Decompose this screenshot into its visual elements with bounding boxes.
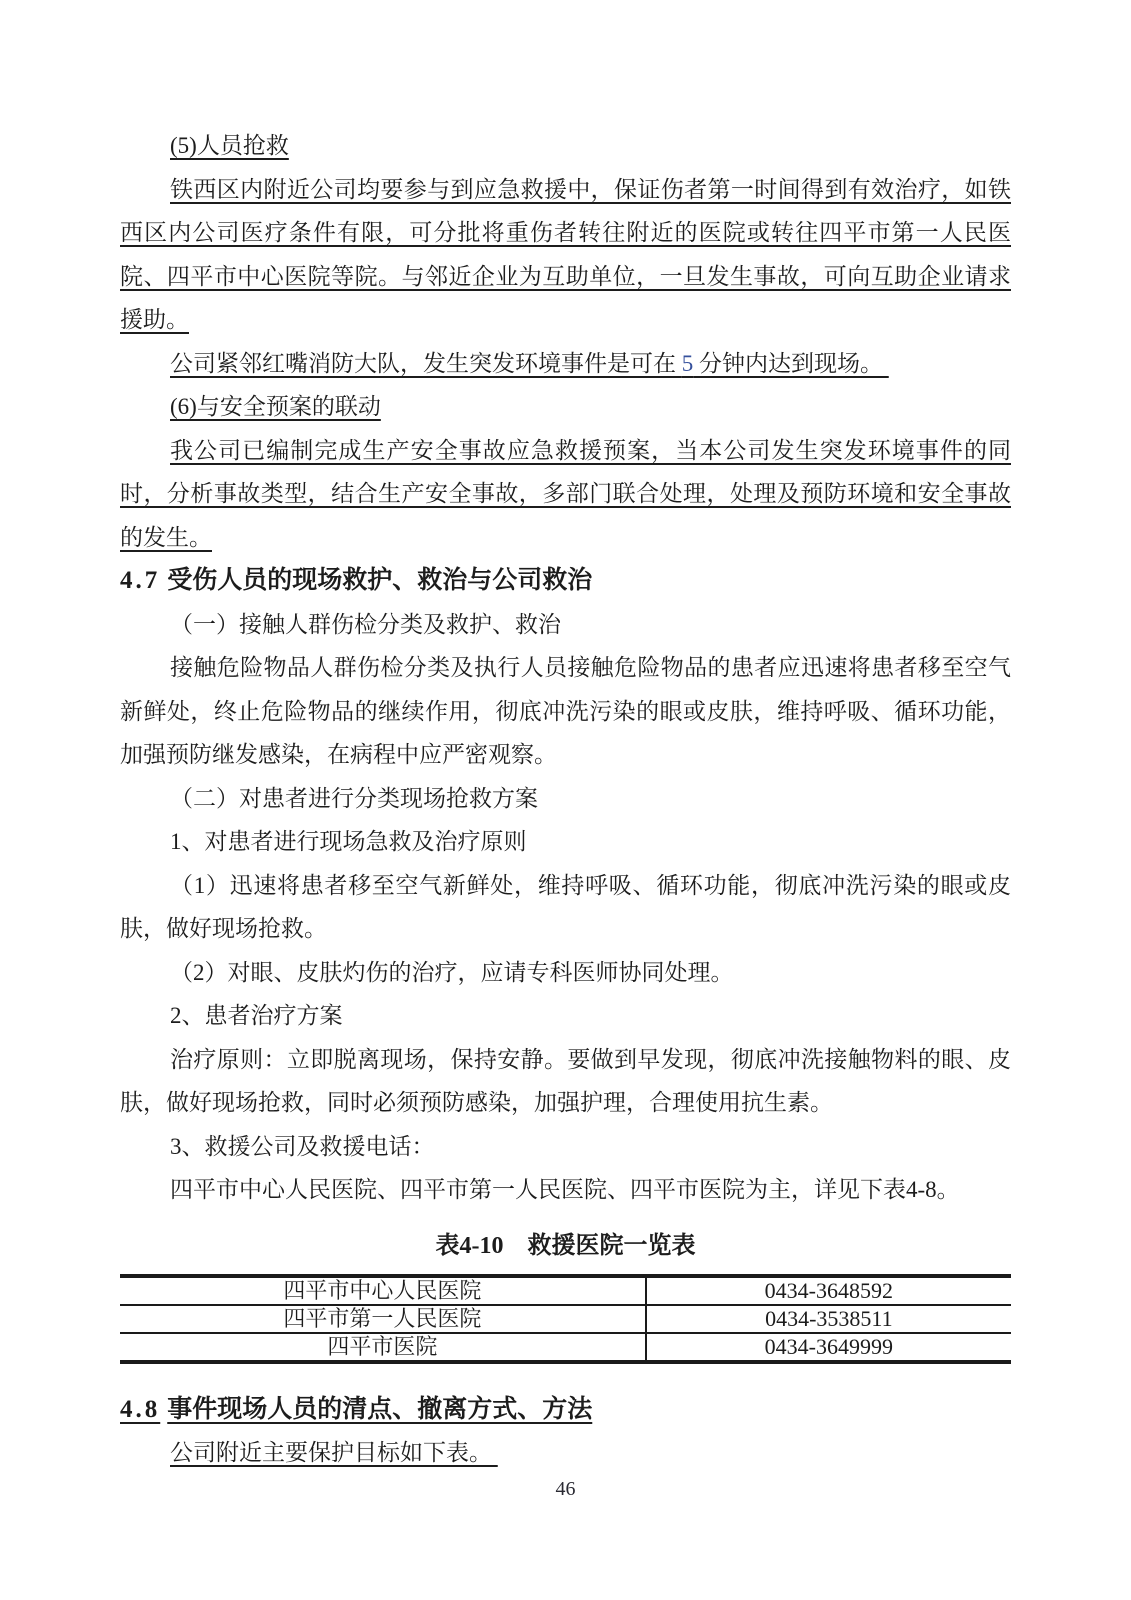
hospital-name-cell: 四平市第一人民医院	[120, 1305, 646, 1333]
personnel-rescue-heading: (5)人员抢救	[170, 133, 289, 158]
section-4-8-number: 4.8	[120, 1395, 161, 1423]
table-row	[120, 1305, 1011, 1333]
item3-heading: 3、救援公司及救援电话：	[170, 1133, 435, 1159]
page-content	[120, 124, 1011, 1475]
hospital-table	[120, 1274, 1011, 1364]
section-4-7-title: 受伤人员的现场救护、救治与公司救治	[167, 567, 593, 594]
sub2-heading: （二）对患者进行分类现场抢救方案	[170, 785, 538, 811]
sub1-heading: （一）接触人群伤检分类及救护、救治	[170, 611, 561, 637]
item2-paragraph: 治疗原则：立即脱离现场，保持安静。要做到早发现，彻底冲洗接触物料的眼、皮肤，做好现场抢救，同时必须预防感染，加强护理，合理使用抗生素。	[120, 1046, 1011, 1115]
safety-plan-linkage-heading: (6)与安全预案的联动	[170, 394, 381, 419]
item1-point2: （2）对眼、皮肤灼伤的治疗，应请专科医师协同处理。	[170, 959, 734, 985]
fire-brigade-text-pre: 公司紧邻红嘴消防大队，发生突发环境事件是可在	[170, 350, 682, 376]
hospital-phone-cell: 0434-3649999	[764, 1333, 893, 1359]
section-4-7-heading	[120, 559, 1011, 603]
sub1-paragraph: 接触危险物品人群伤检分类及执行人员接触危险物品的患者应迅速将患者移至空气新鲜处，终止危险物品的继续作用，彻底冲洗污染的眼或皮肤，维持呼吸、循环功能，加强预防继发感染，在病程中应严密观察。	[120, 655, 1011, 767]
safety-plan-paragraph: 我公司已编制完成生产安全事故应急救援预案，当本公司发生突发环境事件的同时，分析事故类型，结合生产安全事故，多部门联合处理，处理及预防环境和安全事故的发生。	[120, 437, 1011, 550]
item1-heading: 1、对患者进行现场急救及治疗原则	[170, 829, 527, 854]
fire-brigade-text-post: 分钟内达到现场。	[693, 350, 889, 376]
mutual-aid-paragraph: 铁西区内附近公司均要参与到应急救援中，保证伤者第一时间得到有效治疗，如铁西区内公司医疗条件有限，可分批将重伤者转往附近的医院或转往四平市第一人民医院、四平市中心医院等院。与邻近企业为互助单位，一旦发生事故，可向互助企业请求援助。	[120, 176, 1011, 332]
hospital-name-cell: 四平市中心人民医院	[120, 1276, 646, 1305]
hospital-name-cell: 四平市医院	[120, 1333, 646, 1362]
item2-heading: 2、患者治疗方案	[170, 1003, 343, 1028]
item1-point1: （1）迅速将患者移至空气新鲜处，维持呼吸、循环功能，彻底冲洗污染的眼或皮肤，做好现场抢救。	[120, 872, 1011, 941]
table-row	[120, 1276, 1011, 1305]
section-4-7-number: 4.7	[120, 567, 161, 594]
response-minutes-value: 5	[681, 350, 694, 376]
hospital-table-caption: 表4-10 救援医院一览表	[435, 1232, 696, 1259]
section-4-8-heading	[120, 1388, 1011, 1432]
table-row	[120, 1333, 1011, 1362]
hospital-phone-cell: 0434-3648592	[646, 1276, 1011, 1305]
item3-paragraph: 四平市中心人民医院、四平市第一人民医院、四平市医院为主，详见下表4-8。	[170, 1177, 960, 1202]
protection-targets-paragraph: 公司附近主要保护目标如下表。	[170, 1440, 498, 1465]
section-4-8-title: 事件现场人员的清点、撤离方式、方法	[167, 1395, 593, 1423]
page-number: 46	[555, 1478, 576, 1500]
hospital-phone-cell: 0434-3538511	[646, 1305, 1011, 1333]
fire-brigade-line	[120, 342, 1011, 386]
